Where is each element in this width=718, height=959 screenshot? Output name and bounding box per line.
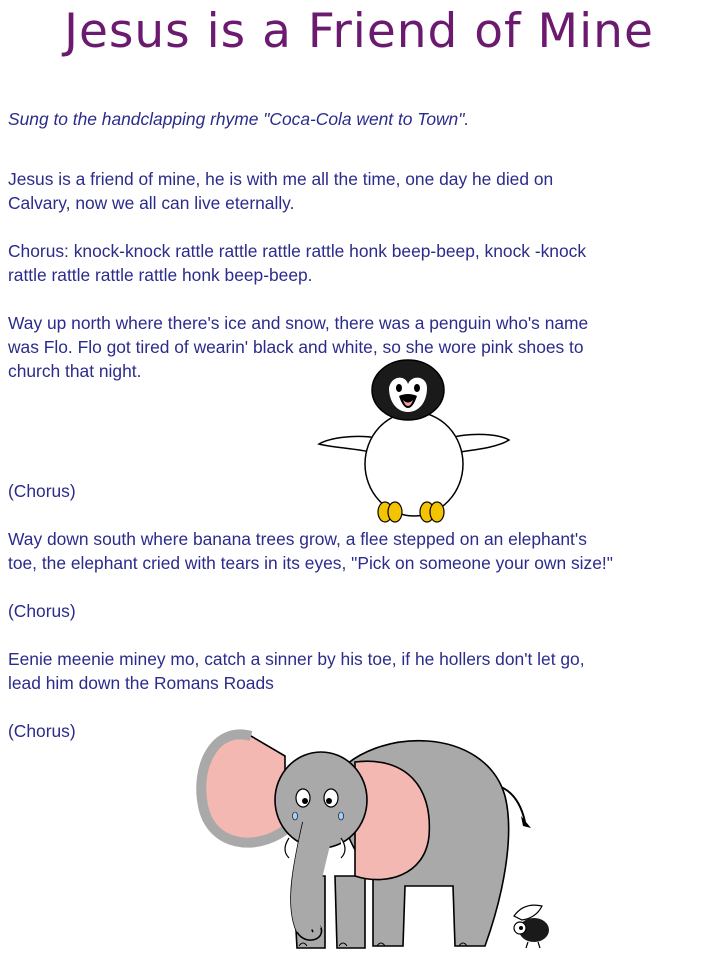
verse-line: Way up north where there's ice and snow, there was a penguin who's name	[8, 313, 589, 333]
verse-line: was Flo. Flo got tired of wearin' black and white, so she wore pink shoes to	[8, 337, 584, 357]
elephant-icon	[185, 726, 535, 956]
verse-line: Jesus is a friend of mine, he is with me all the time, one day he died on	[8, 169, 554, 189]
chorus-ref: (Chorus)	[8, 481, 76, 501]
chorus-text	[8, 239, 710, 287]
verse-4	[8, 647, 710, 695]
verse-line: rattle rattle rattle rattle honk beep-beep.	[8, 265, 313, 285]
chorus-ref: (Chorus)	[8, 721, 76, 741]
flea-icon	[500, 896, 556, 952]
verse-line: lead him down the Romans Roads	[8, 673, 274, 693]
chorus-ref: (Chorus)	[8, 601, 76, 621]
verse-line: toe, the elephant cried with tears in its eyes, "Pick on someone your own size!"	[8, 553, 613, 573]
verse-3	[8, 527, 710, 575]
verse-line: Eenie meenie miney mo, catch a sinner by his toe, if he hollers don't let go,	[8, 649, 585, 669]
verse-line: Chorus: knock-knock rattle rattle rattle rattle honk beep-beep, knock -knock	[8, 241, 587, 261]
song-subtitle: Sung to the handclapping rhyme "Coca-Cola went to Town".	[8, 109, 470, 129]
page-title: Jesus is a Friend of Mine	[64, 4, 654, 59]
verse-line: church that night.	[8, 361, 142, 381]
verse-1	[8, 167, 710, 215]
verse-line: Calvary, now we all can live eternally.	[8, 193, 295, 213]
penguin-icon	[315, 356, 513, 526]
verse-line: Way down south where banana trees grow, a flee stepped on an elephant's	[8, 529, 587, 549]
